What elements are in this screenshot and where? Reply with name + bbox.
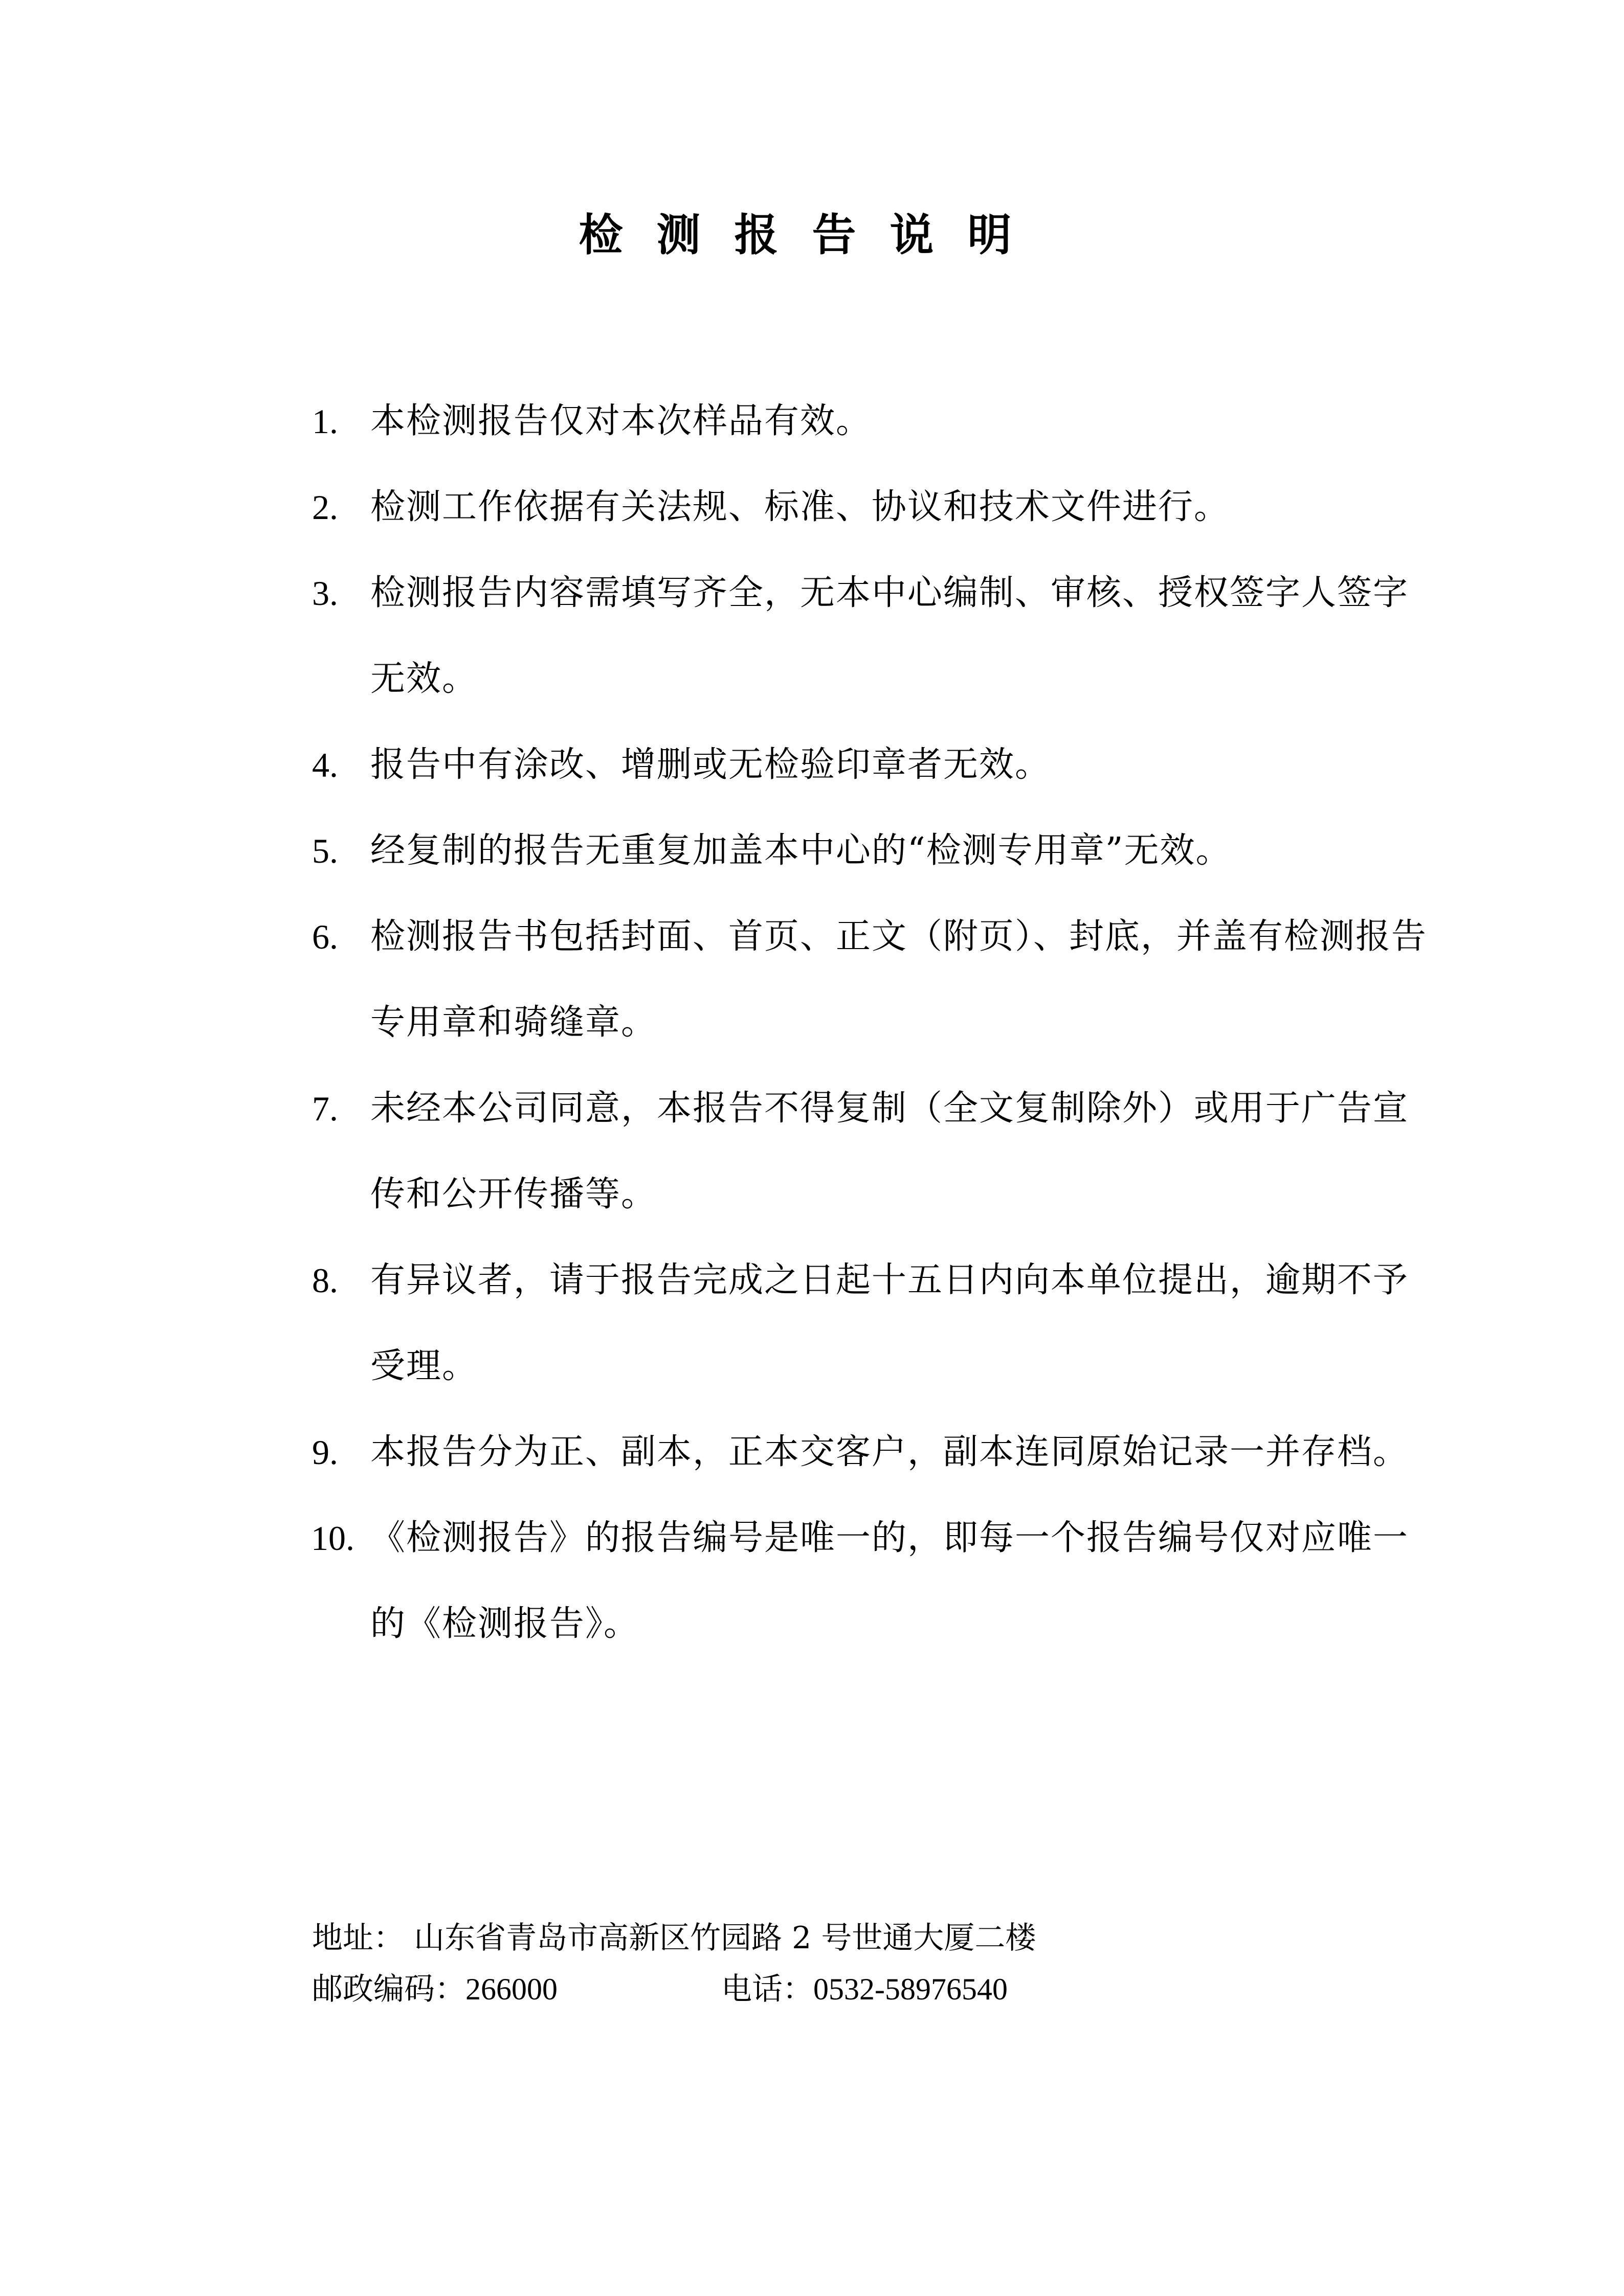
list-item	[312, 722, 1437, 808]
item-number: 6.	[312, 917, 338, 956]
item-text: 检测报告书包括封面、首页、正文（附页）、封底，并盖有检测报告专用章和骑缝章。	[370, 916, 1428, 1043]
item-number: 3.	[312, 574, 338, 613]
postal-code-label: 邮政编码：	[312, 1971, 465, 2007]
postal-phone-line	[312, 1964, 1437, 2015]
address-label: 地址：	[312, 1920, 404, 1956]
item-text: 《检测报告》的报告编号是唯一的，即每一个报告编号仅对应唯一的《检测报告》。	[370, 1518, 1409, 1644]
item-text: 有异议者，请于报告完成之日起十五日内向本单位提出，逾期不予受理。	[370, 1260, 1409, 1386]
item-number: 7.	[312, 1089, 338, 1128]
item-text: 检测工作依据有关法规、标准、协议和技术文件进行。	[370, 487, 1230, 527]
address-value: 山东省青岛市高新区竹园路 2 号世通大厦二楼	[414, 1920, 1036, 1956]
phone	[721, 1964, 1008, 2015]
list-item	[312, 894, 1437, 1066]
list-item	[312, 464, 1437, 550]
item-text: 本检测报告仅对本次样品有效。	[370, 401, 872, 441]
notes-list	[312, 378, 1437, 1667]
item-number: 4.	[312, 746, 338, 784]
list-item	[312, 378, 1437, 464]
phone-value: 0532-58976540	[813, 1972, 1008, 2006]
item-text: 报告中有涂改、增删或无检验印章者无效。	[370, 745, 1051, 785]
contact-footer	[312, 1912, 1437, 2015]
item-number: 10.	[311, 1519, 354, 1558]
list-item	[312, 1066, 1437, 1237]
list-item	[312, 550, 1437, 722]
item-text: 本报告分为正、副本，正本交客户，副本连同原始记录一并存档。	[370, 1432, 1409, 1472]
item-text: 未经本公司同意，本报告不得复制（全文复制除外）或用于广告宣传和公开传播等。	[370, 1088, 1409, 1214]
item-number: 1.	[312, 402, 338, 441]
list-item	[312, 1409, 1437, 1495]
list-item	[312, 1237, 1437, 1409]
phone-label: 电话：	[721, 1971, 813, 2007]
postal-code-value: 266000	[465, 1972, 558, 2006]
address-line	[312, 1912, 1437, 1964]
item-number: 5.	[312, 831, 338, 870]
item-number: 2.	[312, 488, 338, 527]
item-number: 8.	[312, 1261, 338, 1300]
item-text: 经复制的报告无重复加盖本中心的“检测专用章”无效。	[370, 830, 1232, 871]
item-number: 9.	[312, 1433, 338, 1472]
page-title: 检测报告说明	[579, 209, 1045, 261]
list-item	[312, 808, 1437, 894]
postal-code	[312, 1964, 558, 2015]
list-item	[312, 1495, 1437, 1667]
item-text: 检测报告内容需填写齐全，无本中心编制、审核、授权签字人签字无效。	[370, 573, 1409, 699]
